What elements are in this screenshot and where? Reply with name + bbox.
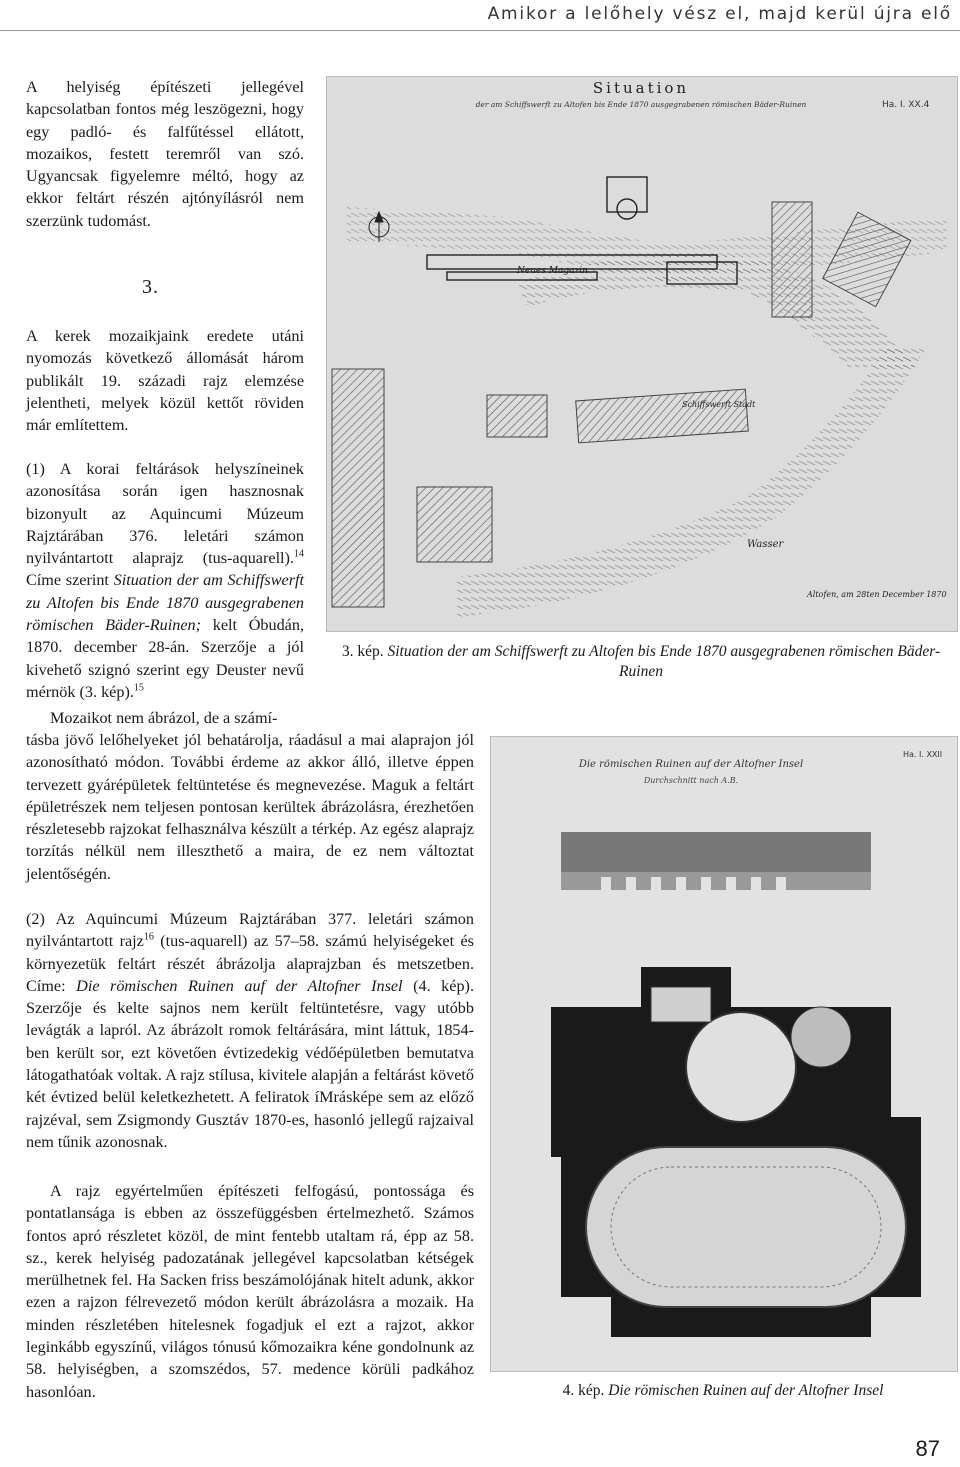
footnote-ref-14: 14 bbox=[294, 548, 304, 560]
side-room bbox=[651, 987, 711, 1022]
fig3-subtitle: der am Schiffswerft zu Altofen bis Ende 1870 ausgegrabenen römischen Bäder-Ruinen bbox=[475, 100, 807, 109]
paragraph-4-start: Mozaikot nem ábrázol, de a számí- bbox=[50, 709, 278, 727]
site-plan-drawing bbox=[327, 77, 957, 631]
ruins-plan-drawing bbox=[491, 737, 957, 1371]
footnote-ref-15: 15 bbox=[133, 682, 144, 694]
paragraph-3-title: Situation der am Schiffswerft zu Altofen bis Ende 1870 ausgegrabenen römischen Bäder-Ruinen; bbox=[26, 571, 304, 635]
paragraph-5-text-b: (tus-aquarell) az 57–58. számú helyiségeket és környezetük feltárt részét ábrázolja alaprajzban és metszetben. Címe: bbox=[26, 932, 474, 995]
paragraph-2: A kerek mozaikjaink eredete utáni nyomozás következő állomását három publikált 19. századi rajz elemzése jelentheti, melyek közül kettőt röviden már említettem. bbox=[26, 327, 304, 435]
paragraph-3-text-a: (1) A korai feltárások helyszíneinek azonosítása során igen hasznosnak bizonyult az Aquincumi Múzeum Rajztárában 376. leletári számon nyilvántartott alaprajz (tus-aquarell). bbox=[26, 460, 304, 568]
paragraph-5-text-c: (4. kép). Szerzője és kelte sajnos nem került feltüntetésre, vagy utóbb levágták a lapról. Az ábrázolt romok feltárására, mint láttuk, 1854-ben került sor, ezt követően évtizedekig védőépületben bemutatva látogathatóak voltak. A rajz stílusa, kivitele alapján a feltárást követő két évtized belül keletkezhetett. A feliratok íMrásképe sem az előző rajzéval, sem Zsigmondy Gusztáv 1870-es, hasonló jellegű rajzaival nem tűnik azonosnak. bbox=[26, 976, 474, 1151]
building-a bbox=[487, 395, 547, 437]
building-b bbox=[576, 389, 749, 443]
label-schiffswerft: Schiffswerft Stadt bbox=[682, 400, 756, 409]
figure-4-caption-number: 4. kép. bbox=[562, 1382, 605, 1399]
running-header bbox=[0, 0, 960, 34]
figure-3-site-plan bbox=[326, 76, 958, 632]
footnote-ref-16: 16 bbox=[143, 931, 154, 943]
paragraph-3-text-c: kelt Óbudán, 1870. december 28-án. Szerzője a jól kivehető szignó szerint egy Deuster nevű mérnök (3. kép). bbox=[26, 616, 304, 701]
fig4-ref: Ha. I. XXII bbox=[903, 750, 943, 759]
figure-3-caption-text: Situation der am Schiffswerft zu Altofen bis Ende 1870 ausgegrabenen römischen Bäder-Ruinen bbox=[387, 643, 941, 680]
building-d bbox=[417, 487, 492, 562]
figure-4-caption-text: Die römischen Ruinen auf der Altofner Insel bbox=[608, 1382, 884, 1399]
fig4-title: Die römischen Ruinen auf der Altofner Insel bbox=[578, 759, 804, 770]
paragraph-5-text-a: (2) Az Aquincumi Múzeum Rajztárában 377. leletári számon nyilvántartott rajz bbox=[26, 910, 474, 951]
figure-3-caption bbox=[326, 642, 956, 682]
running-title: Amikor a lelőhely vész el, majd kerül újra elő bbox=[487, 4, 952, 24]
section-number: 3. bbox=[142, 276, 159, 298]
figure-3-caption-number: 3. kép. bbox=[341, 643, 384, 660]
paragraph-1: A helyiség építészeti jellegével kapcsolatban fontos még leszögezni, hogy egy padló- és falfűtéssel ellátott, mozaikos, festett teremről van szó. Ugyancsak figyelemre méltó, hogy az ekkor feltárt részén ajtónyílásról nem szerzünk tudomást. bbox=[26, 78, 304, 230]
paragraph-3 bbox=[26, 458, 304, 703]
paragraph-3-text-b: Címe szerint bbox=[26, 571, 114, 590]
round-room-58 bbox=[686, 1012, 796, 1122]
header-rule bbox=[0, 30, 960, 31]
building-left-long bbox=[332, 369, 384, 607]
oval-pool bbox=[586, 1147, 906, 1307]
paragraph-4: tásba jövő lelőhelyeket jól behatárolja, ráadásul a mai alaprajon jól azonosítható módon. További érdeme az akkor álló, illetve éppen tervezett gyárépületek feltüntetése és megnevezése. Maguk a feltárt épületrészek nem teljesen pontosan kerültek ábrázolásra, érezhetően részletesebb rajzokat felhasználva készült a térkép. Az egész alaprajz torzítás nélkül nem illeszthető a maira, de ez nem változtat jelentőségén. bbox=[26, 731, 474, 883]
page-number: 87 bbox=[915, 1436, 940, 1461]
slope-band-river bbox=[457, 347, 927, 617]
label-neues-magazin: Neues Magazin bbox=[517, 266, 588, 276]
label-date-signature: Altofen, am 28ten December 1870 bbox=[807, 590, 947, 599]
building-c bbox=[772, 202, 812, 317]
fig4-subtitle: Durchschnitt nach A.B. bbox=[643, 776, 739, 785]
section-wall bbox=[561, 832, 871, 872]
figure-4-ruins-plan bbox=[490, 736, 958, 1372]
paragraph-5 bbox=[26, 908, 474, 1153]
tree-patch bbox=[791, 1007, 851, 1067]
paragraph-6: A rajz egyértelműen építészeti felfogású, pontossága és pontatlansága is ebben az összefüggésben értelmezhető. Számos fontos apró részletet közöl, de mint fentebb utaltam rá, épp az 58. sz., kerek helyiség padozatának jellegével kapcsolatban kétségek merülhetnek fel. Ha Sacken friss beszámolójának hitelt adunk, akkor ezen a rajzon félrevezető módon került ábrázolásra a mozaik. Ha minden részletében hitelesnek fogadjuk el ezt a rajzot, akkor leginkább egyszínű, világos tónusú kőmozaikra kéne gondolnunk az 58. helyiségben, a szomszédos, 57. medence körüli padkához hasonlóan. bbox=[26, 1182, 474, 1401]
fig3-ref: Ha. I. XX.4 bbox=[882, 100, 930, 110]
label-wasser: Wasser bbox=[747, 539, 784, 550]
fig3-title: Situation bbox=[592, 79, 690, 97]
figure-4-caption bbox=[490, 1381, 956, 1401]
paragraph-5-title: Die römischen Ruinen auf der Altofner Insel bbox=[76, 976, 403, 995]
